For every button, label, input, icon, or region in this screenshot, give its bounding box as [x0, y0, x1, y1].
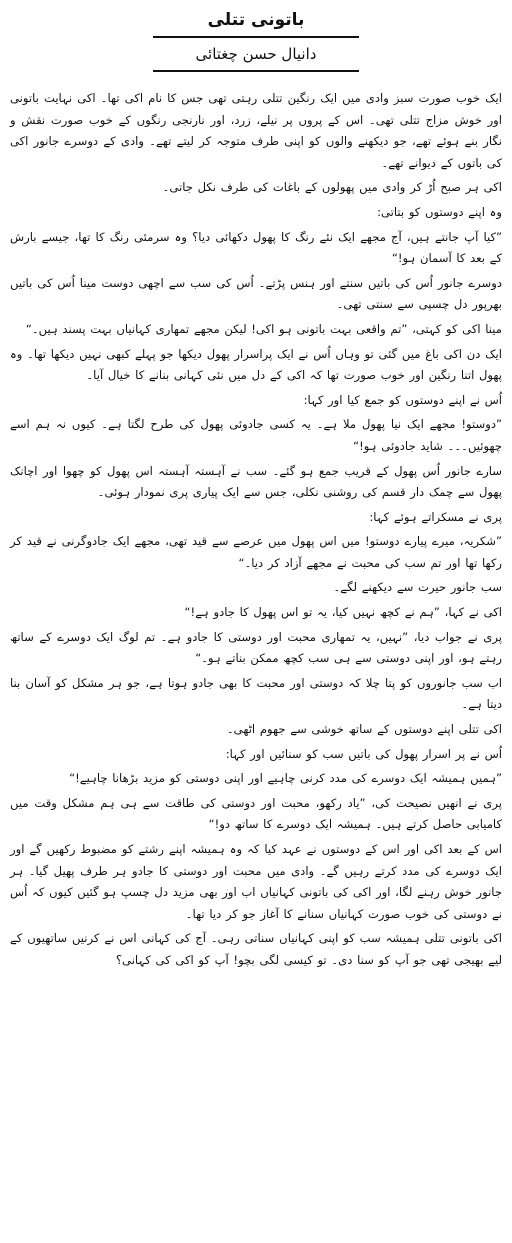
story-paragraph: پری نے جواب دیا، ”نہیں، یہ تمھاری محبت اور دوستی کا جادو ہے۔ تم لوگ ایک دوسرے کے ساتھ رہتے ہو، اور اپنی دوستی سے ہی سب کچھ ممکن بناتے ہو۔“ — [10, 629, 502, 666]
story-paragraph: دوسرے جانور اُس کی باتیں سنتے اور ہنس پڑتے۔ اُس کی سب سے اچھی دوست مینا اُس کی باتیں بھرپور دل چسپی سے سنتی تھی۔ — [10, 275, 502, 312]
author-divider — [153, 70, 359, 72]
story-paragraph: وہ اپنے دوستوں کو بتاتی: — [377, 204, 502, 219]
story-paragraph: اکی تتلی اپنے دوستوں کے ساتھ خوشی سے جھوم اٹھی۔ — [226, 722, 502, 737]
story-paragraph: پری نے مسکراتے ہوئے کہا: — [369, 509, 502, 524]
title-divider — [153, 36, 359, 38]
story-paragraph: سب جانور حیرت سے دیکھنے لگے۔ — [333, 580, 502, 595]
story-paragraph: اکی نے کہا، ”ہم نے کچھ نہیں کیا، یہ تو اس پھول کا جادو ہے!“ — [184, 605, 502, 620]
story-paragraph: اس کے بعد اکی اور اس کے دوستوں نے عہد کیا کہ وہ ہمیشہ اپنے رشتے کو مضبوط رکھیں گے اور ایک دوسرے کی مدد کرتے رہیں گے۔ وادی میں محبت اور دوستی کا جادو ہر طرف پھیل گیا۔ ہر جانور خوش رہنے لگا، اور اکی کی باتونی کہانیاں اب اور بھی مزید دل چسپ ہو گئیں کیوں کہ اُس نے دوستی کی خوب صورت کہانیاں سنانے کا آغاز جو کر دیا تھا۔ — [10, 842, 502, 921]
story-header — [0, 0, 512, 72]
story-body — [0, 74, 512, 972]
story-paragraph: اُس نے پر اسرار پھول کی باتیں سب کو سنائیں اور کہا: — [225, 746, 502, 761]
story-paragraph: پری نے انھیں نصیحت کی، ”یاد رکھو، محبت اور دوستی کی طاقت سے ہی ہم مشکل وقت میں کامیابی حاصل کرتے ہیں۔ ہمیشہ ایک دوسرے کا ساتھ دو!“ — [10, 795, 502, 832]
story-title: باتونی تتلی — [207, 10, 305, 30]
story-paragraph: ”دوستو! مجھے ایک نیا پھول ملا ہے۔ یہ کسی جادوئی پھول کی طرح لگتا ہے۔ کیوں نہ ہم اسے چھوئیں۔۔۔ شاید جادوئی ہو!“ — [10, 417, 502, 453]
story-paragraph: اُس نے اپنے دوستوں کو جمع کیا اور کہا: — [303, 392, 502, 407]
story-paragraph: اب سب جانوروں کو پتا چلا کہ دوستی اور محبت کا بھی جادو ہوتا ہے، جو ہر مشکل کو آسان بنا دیتا ہے۔ — [10, 675, 502, 712]
story-paragraph: اکی باتونی تتلی ہمیشہ سب کو اپنی کہانیاں سناتی رہی۔ آج کی کہانی اس نے کرنیں ساتھیوں کے لیے بھیجی تھی جو آپ کو سنا دی۔ تو کیسی لگی بچو! آپ کو اکی کی کہانی؟ — [10, 931, 502, 967]
story-paragraph: سارے جانور اُس پھول کے قریب جمع ہو گئے۔ سب نے آہستہ آہستہ اس پھول کو چھوا اور اچانک پھول سے چمک دار قسم کی روشنی نکلی، جس سے ایک پیاری پری نمودار ہوئی۔ — [10, 463, 502, 500]
story-paragraph: ”ہمیں ہمیشہ ایک دوسرے کی مدد کرنی چاہیے اور اپنی دوستی کو مزید بڑھانا چاہیے!“ — [69, 771, 502, 786]
story-paragraph: ”شکریہ، میرے پیارے دوستو! میں اس پھول میں عرصے سے قید تھی، مجھے ایک جادوگرنی نے قید کر رکھا تھا اور تم سب کی محبت نے مجھے آزاد کر دیا۔“ — [10, 534, 502, 570]
story-author: دانیال حسن چغتائی — [195, 45, 317, 63]
story-paragraph: ایک خوب صورت سبز وادی میں ایک رنگین تتلی رہتی تھی جس کا نام اکی تھا۔ اکی نہایت باتونی اور خوش مزاج تتلی تھی۔ اس کے پروں پر نیلے، زرد، اور نارنجی رنگوں کے خوب صورت نقش و نگار بنے ہوئے تھے، جو دیکھنے والوں کو اپنی طرف متوجہ کر لیتے تھے۔ وادی کے دوسرے جانور اکی کی باتوں کے دیوانے تھے۔ — [10, 91, 502, 170]
story-paragraph: مینا اکی کو کہتی، ”تم واقعی بہت باتونی ہو اکی! لیکن مجھے تمھاری کہانیاں بہت پسند ہیں۔“ — [25, 321, 502, 336]
story-paragraph: اکی ہر صبح اُڑ کر وادی میں پھولوں کے باغات کی طرف نکل جاتی۔ — [162, 180, 502, 195]
story-paragraph: ”کیا آپ جانتے ہیں، آج مجھے ایک نئے رنگ کا پھول دکھائی دیا؟ وہ سرمئی رنگ کا تھا، جیسے بارش کے بعد کا آسمان ہو!“ — [10, 229, 502, 266]
story-paragraph: ایک دن اکی باغ میں گئی تو وہاں اُس نے ایک پراسرار پھول دیکھا جو پہلے کبھی نہیں دیکھا تھا۔ وہ پھول اتنا رنگین اور خوب صورت تھا کہ اکی کے دل میں نئی کہانی بنانے کا خیال آیا۔ — [10, 346, 502, 383]
